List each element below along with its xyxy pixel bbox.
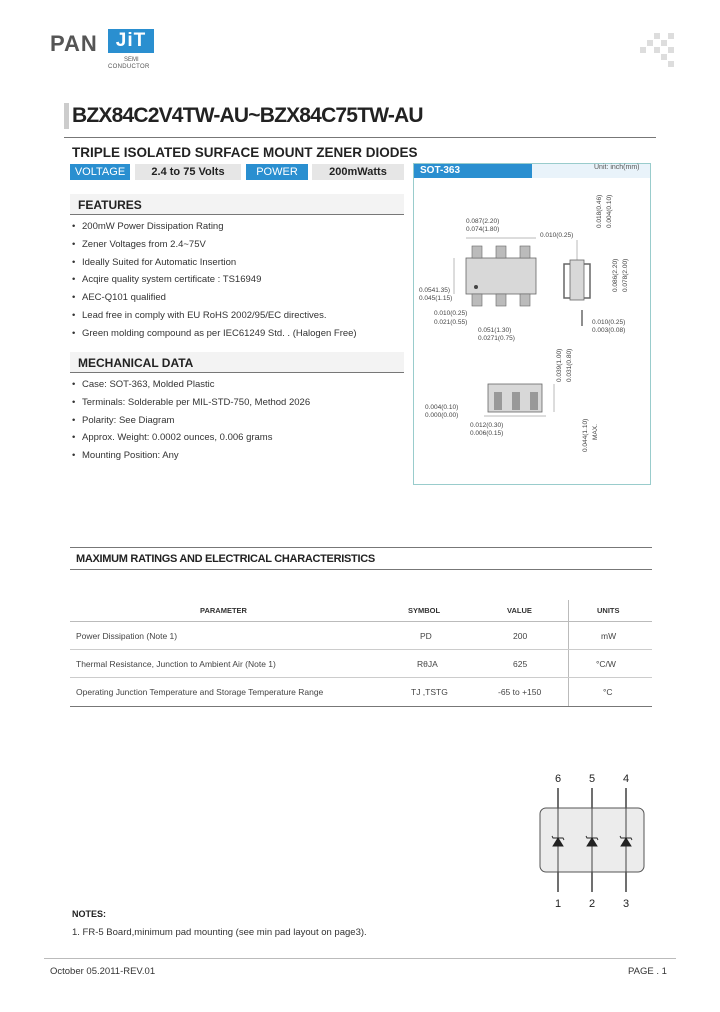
list-item: • Green molding compound as per IEC61249 Std. . (Halogen Free)	[72, 327, 406, 345]
pin-label: 5	[589, 773, 596, 785]
logo-subtext-semi: SEMI	[124, 57, 139, 63]
title-accent-bar	[64, 103, 69, 129]
list-item: • Approx. Weight: 0.0002 ounces, 0.006 grams	[72, 431, 406, 449]
table-cell: °C/W	[596, 659, 616, 669]
features-list	[72, 220, 406, 345]
list-item: • Polarity: See Diagram	[72, 414, 406, 432]
power-value: 200mWatts	[312, 164, 404, 180]
dim-label: 0.078(2.00)	[622, 258, 629, 292]
ratings-top-rule	[70, 547, 652, 548]
table-bottom-rule	[70, 706, 652, 707]
dim-label: 0.003(0.08)	[592, 327, 626, 334]
table-row-rule	[70, 677, 652, 678]
pin-configuration-diagram	[530, 788, 654, 892]
dim-label: 0.000(0.00)	[425, 412, 459, 419]
table-cell: °C	[603, 687, 613, 697]
dim-label: 0.074(1.80)	[466, 226, 500, 233]
table-header-symbol: SYMBOL	[408, 606, 441, 615]
table-cell: Thermal Resistance, Junction to Ambient Air (Note 1)	[76, 659, 276, 669]
dim-label: 0.004(0.10)	[606, 194, 613, 228]
notes-heading: NOTES:	[72, 909, 107, 919]
ratings-title-rule	[70, 569, 652, 570]
power-label: POWER	[246, 164, 308, 180]
list-item: • Zener Voltages from 2.4~75V	[72, 238, 406, 256]
pin-label: 2	[589, 898, 596, 910]
table-header-rule	[70, 621, 652, 622]
list-item: • Lead free in comply with EU RoHS 2002/95/EC directives.	[72, 309, 406, 327]
table-cell: Operating Junction Temperature and Storage Temperature Range	[76, 687, 324, 697]
revision-date: October 05.2011-REV.01	[50, 966, 156, 977]
table-cell: PD	[420, 631, 432, 641]
package-name: SOT-363	[414, 164, 532, 178]
dim-label: 0.051(1.30)	[478, 327, 512, 334]
dim-label: 0.087(2.20)	[466, 218, 500, 225]
mechanical-heading: MECHANICAL DATA	[78, 356, 194, 370]
list-item: • Terminals: Solderable per MIL-STD-750, Method 2026	[72, 396, 406, 414]
voltage-value: 2.4 to 75 Volts	[135, 164, 241, 180]
list-item: • Case: SOT-363, Molded Plastic	[72, 378, 406, 396]
footer-rule	[44, 958, 676, 959]
dim-label: 0.0541.35)	[419, 287, 451, 294]
table-row-rule	[70, 649, 652, 650]
list-item: • Ideally Suited for Automatic Insertion	[72, 256, 406, 274]
table-cell: Power Dissipation (Note 1)	[76, 631, 178, 641]
logo-subtext-conductor: CONDUCTOR	[108, 64, 150, 70]
pin-label: 6	[555, 773, 562, 785]
voltage-label: VOLTAGE	[70, 164, 130, 180]
dim-label: 0.010(0.25)	[434, 310, 468, 317]
side-view-body	[570, 260, 584, 300]
dim-label: 0.044(1.10)	[582, 418, 589, 452]
product-subtitle: TRIPLE ISOLATED SURFACE MOUNT ZENER DIODES	[72, 145, 418, 160]
features-heading: FEATURES	[78, 198, 142, 212]
table-cell: 625	[513, 659, 528, 669]
table-cell: TJ ,TSTG	[411, 687, 448, 697]
table-header-value: VALUE	[507, 606, 532, 615]
list-item: • 200mW Power Dissipation Rating	[72, 220, 406, 238]
page-number: PAGE . 1	[628, 966, 667, 977]
table-header-parameter: PARAMETER	[200, 606, 247, 615]
decorative-checker-pattern	[640, 33, 674, 69]
table-cell: 200	[513, 631, 528, 641]
ratings-heading: MAXIMUM RATINGS AND ELECTRICAL CHARACTERISTICS	[76, 553, 375, 565]
dim-label: 0.039(1.00)	[556, 348, 563, 382]
note-item: 1. FR-5 Board,minimum pad mounting (see min pad layout on page3).	[72, 927, 367, 938]
mechanical-divider	[70, 372, 404, 373]
dim-label: 0.045(1.15)	[419, 295, 453, 302]
dim-label: 0.006(0.15)	[470, 430, 504, 437]
logo-jit: JiT	[108, 29, 154, 53]
table-cell: RθJA	[417, 659, 438, 669]
dim-label: 0.086(2.20)	[612, 258, 619, 292]
mechanical-list	[72, 378, 406, 467]
list-item: • AEC-Q101 qualified	[72, 291, 406, 309]
table-cell: mW	[601, 631, 617, 641]
table-column-divider	[568, 600, 569, 706]
dim-label: 0.021(0.55)	[434, 319, 468, 326]
title-divider	[64, 137, 656, 138]
features-divider	[70, 214, 404, 215]
dim-label: 0.012(0.30)	[470, 422, 504, 429]
dim-label: 0.004(0.10)	[425, 404, 459, 411]
pin-label: 1	[555, 898, 562, 910]
pin-label: 3	[623, 898, 630, 910]
dim-label: 0.0271(0.75)	[478, 335, 515, 342]
pin-label: 4	[623, 773, 630, 785]
dim-label: 0.010(0.25)	[592, 319, 626, 326]
logo-pan: PAN	[50, 31, 98, 56]
table-cell: -65 to +150	[498, 687, 542, 697]
list-item: • Acqire quality system certificate : TS16949	[72, 273, 406, 291]
part-number-title: BZX84C2V4TW-AU~BZX84C75TW-AU	[72, 104, 423, 127]
table-header-units: UNITS	[597, 606, 620, 615]
dim-label: 0.010(0.25)	[540, 232, 574, 239]
package-unit: Unit: inch(mm)	[594, 164, 640, 171]
dim-label: 0.018(0.46)	[596, 194, 603, 228]
list-item: • Mounting Position: Any	[72, 449, 406, 467]
dim-label: 0.031(0.80)	[566, 348, 573, 382]
dim-label: MAX.	[592, 424, 599, 440]
